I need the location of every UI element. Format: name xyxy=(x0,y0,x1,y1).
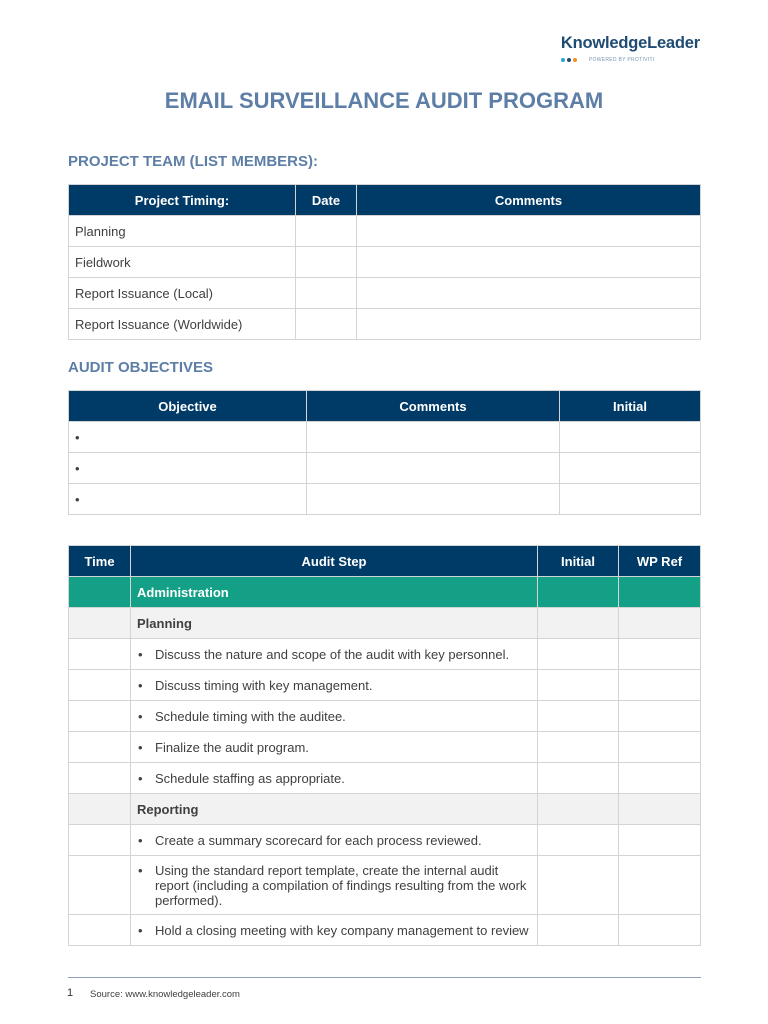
table-row xyxy=(69,422,701,453)
table-header-row xyxy=(69,391,701,422)
initial-cell xyxy=(538,794,619,825)
table-row xyxy=(69,216,701,247)
section-row-administration xyxy=(69,577,701,608)
footer-divider xyxy=(68,977,701,978)
table-row xyxy=(69,670,701,701)
audit-step-cell xyxy=(131,670,538,701)
wp-ref-cell[interactable] xyxy=(619,639,701,670)
page-number: 1 xyxy=(67,987,74,999)
wp-ref-cell xyxy=(619,577,701,608)
table-row xyxy=(69,453,701,484)
timing-label: Planning xyxy=(69,216,296,247)
comments-cell[interactable] xyxy=(307,453,560,484)
initial-cell[interactable] xyxy=(538,915,619,946)
time-cell[interactable] xyxy=(69,701,131,732)
wp-ref-cell xyxy=(619,608,701,639)
audit-steps-table xyxy=(68,545,701,946)
wp-ref-cell xyxy=(619,794,701,825)
table-row xyxy=(69,639,701,670)
initial-cell xyxy=(538,608,619,639)
column-header: Project Timing: xyxy=(69,185,296,216)
time-cell xyxy=(69,577,131,608)
column-header: Time xyxy=(69,546,131,577)
subsection-row-reporting xyxy=(69,794,701,825)
time-cell[interactable] xyxy=(69,856,131,915)
column-header: Objective xyxy=(69,391,307,422)
initial-cell[interactable] xyxy=(560,453,701,484)
timing-label: Report Issuance (Worldwide) xyxy=(69,309,296,340)
audit-step-cell xyxy=(131,732,538,763)
logo-dot-orange xyxy=(573,58,577,62)
initial-cell[interactable] xyxy=(538,856,619,915)
comments-cell[interactable] xyxy=(307,422,560,453)
date-cell[interactable] xyxy=(296,278,357,309)
table-row xyxy=(69,247,701,278)
audit-step-text: Discuss the nature and scope of the audit with key personnel. xyxy=(155,646,510,662)
column-header: Comments xyxy=(357,185,701,216)
logo-tagline: POWERED BY PROTIVITI xyxy=(588,57,655,63)
audit-step-text: Create a summary scorecard for each process reviewed. xyxy=(155,832,482,848)
column-header: Comments xyxy=(307,391,560,422)
bullet-icon: • xyxy=(138,646,143,662)
objective-bullet[interactable]: • xyxy=(69,453,307,484)
table-row xyxy=(69,701,701,732)
objective-bullet[interactable]: • xyxy=(69,422,307,453)
table-row xyxy=(69,915,701,946)
audit-step-text: Hold a closing meeting with key company management to review xyxy=(155,922,529,938)
wp-ref-cell[interactable] xyxy=(619,856,701,915)
audit-step-cell xyxy=(131,915,538,946)
wp-ref-cell[interactable] xyxy=(619,701,701,732)
column-header: Audit Step xyxy=(131,546,538,577)
audit-step-text: Discuss timing with key management. xyxy=(155,677,373,693)
column-header: Date xyxy=(296,185,357,216)
bullet-icon: • xyxy=(138,832,143,848)
bullet-icon: • xyxy=(138,922,143,938)
date-cell[interactable] xyxy=(296,309,357,340)
comments-cell[interactable] xyxy=(307,484,560,515)
comments-cell[interactable] xyxy=(357,278,701,309)
logo-subline xyxy=(561,57,700,63)
table-row xyxy=(69,278,701,309)
bullet-icon: • xyxy=(138,770,143,786)
audit-step-text: Schedule timing with the auditee. xyxy=(155,708,346,724)
knowledgeleader-logo xyxy=(561,34,700,63)
logo-brand: KnowledgeLeader xyxy=(560,34,700,52)
audit-step-cell xyxy=(131,825,538,856)
wp-ref-cell[interactable] xyxy=(619,763,701,794)
subsection-row-planning xyxy=(69,608,701,639)
subsection-label: Reporting xyxy=(131,794,538,825)
time-cell[interactable] xyxy=(69,670,131,701)
initial-cell[interactable] xyxy=(538,670,619,701)
objective-bullet[interactable]: • xyxy=(69,484,307,515)
logo-dot-blue xyxy=(561,58,565,62)
timing-label: Report Issuance (Local) xyxy=(69,278,296,309)
wp-ref-cell[interactable] xyxy=(619,915,701,946)
column-header: WP Ref xyxy=(619,546,701,577)
project-timing-table xyxy=(68,184,701,340)
audit-step-text: Schedule staffing as appropriate. xyxy=(155,770,345,786)
comments-cell[interactable] xyxy=(357,309,701,340)
time-cell[interactable] xyxy=(69,763,131,794)
table-row xyxy=(69,309,701,340)
wp-ref-cell[interactable] xyxy=(619,825,701,856)
wp-ref-cell[interactable] xyxy=(619,670,701,701)
project-team-heading: PROJECT TEAM (LIST MEMBERS): xyxy=(68,153,318,170)
page-title: EMAIL SURVEILLANCE AUDIT PROGRAM xyxy=(164,88,604,113)
table-header-row xyxy=(69,185,701,216)
table-row xyxy=(69,856,701,915)
initial-cell[interactable] xyxy=(538,763,619,794)
initial-cell[interactable] xyxy=(538,732,619,763)
audit-step-cell xyxy=(131,701,538,732)
initial-cell[interactable] xyxy=(560,422,701,453)
audit-objectives-heading: AUDIT OBJECTIVES xyxy=(68,359,214,376)
initial-cell[interactable] xyxy=(538,639,619,670)
wp-ref-cell[interactable] xyxy=(619,732,701,763)
column-header: Initial xyxy=(538,546,619,577)
initial-cell xyxy=(538,577,619,608)
time-cell[interactable] xyxy=(69,825,131,856)
audit-step-cell xyxy=(131,639,538,670)
table-row xyxy=(69,763,701,794)
time-cell xyxy=(69,608,131,639)
comments-cell[interactable] xyxy=(357,216,701,247)
date-cell[interactable] xyxy=(296,216,357,247)
audit-step-cell xyxy=(131,763,538,794)
bullet-icon: • xyxy=(138,862,143,878)
column-header: Initial xyxy=(560,391,701,422)
table-row xyxy=(69,732,701,763)
audit-step-cell xyxy=(131,856,538,915)
table-row xyxy=(69,484,701,515)
date-cell[interactable] xyxy=(296,247,357,278)
table-row xyxy=(69,825,701,856)
time-cell[interactable] xyxy=(69,915,131,946)
timing-label: Fieldwork xyxy=(69,247,296,278)
audit-objectives-table xyxy=(68,390,701,515)
table-header-row xyxy=(69,546,701,577)
time-cell[interactable] xyxy=(69,732,131,763)
time-cell[interactable] xyxy=(69,639,131,670)
bullet-icon: • xyxy=(138,677,143,693)
initial-cell[interactable] xyxy=(560,484,701,515)
logo-dot-navy xyxy=(567,58,571,62)
footer-source: Source: www.knowledgeleader.com xyxy=(90,989,240,1000)
initial-cell[interactable] xyxy=(538,701,619,732)
section-label: Administration xyxy=(131,577,538,608)
subsection-label: Planning xyxy=(131,608,538,639)
initial-cell[interactable] xyxy=(538,825,619,856)
comments-cell[interactable] xyxy=(357,247,701,278)
audit-step-text: Finalize the audit program. xyxy=(155,739,309,755)
bullet-icon: • xyxy=(138,708,143,724)
bullet-icon: • xyxy=(138,739,143,755)
audit-step-text: Using the standard report template, create the internal audit report (including a compilation of findings resulting from the work performed). xyxy=(155,862,527,908)
time-cell xyxy=(69,794,131,825)
